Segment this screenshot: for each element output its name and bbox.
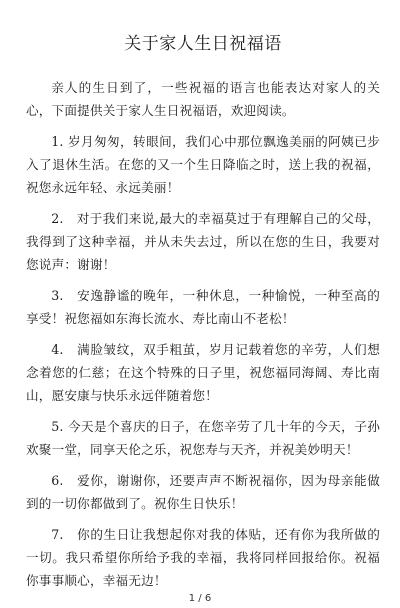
intro-paragraph: 亲人的生日到了，一些祝福的语言也能表达对家人的关心，下面提供关于家人生日祝福语，欢迎阅读。 bbox=[26, 80, 380, 118]
blessing-paragraph-7: 7. 你的生日让我想起你对我的体贴，还有你为我所做的一切。我只希望你所给予我的幸福，我将同样回报给你。祝福你事事顺心，幸福无边！ bbox=[26, 527, 380, 588]
blessing-paragraph-2: 2. 对于我们来说,最大的幸福莫过于有理解自己的父母，我得到了这种幸福，并从未失去过，所以在您的生日，我要对您说声：谢谢！ bbox=[26, 211, 380, 272]
blessing-paragraph-5: 5. 今天是个喜庆的日子，在您辛劳了几十年的今天，子孙欢聚一堂，同享天伦之乐，祝您寿与天齐，并祝美妙明天！ bbox=[26, 419, 380, 457]
blessing-paragraph-4: 4. 满脸皱纹，双手粗茧，岁月记载着您的辛劳，人们想念着您的仁慈；在这个特殊的日子里，祝您福同海阔、寿比南山，愿安康与快乐永远伴随着您！ bbox=[26, 342, 380, 403]
blessing-paragraph-6: 6. 爱你，谢谢你，还要声声不断祝福你，因为母亲能做到的一切你都做到了。祝你生日快乐！ bbox=[26, 473, 380, 511]
page-number-indicator: 1 / 6 bbox=[188, 593, 212, 604]
document-title: 关于家人生日祝福语 bbox=[124, 34, 282, 54]
blessing-paragraph-3: 3. 安逸静谧的晚年，一种休息，一种愉悦，一种至高的享受！祝您福如东海长流水、寿比南山不老松！ bbox=[26, 288, 380, 326]
blessing-paragraph-1: 1. 岁月匆匆，转眼间，我们心中那位飘逸美丽的阿姨已步入了退休生活。在您的又一个生日降临之时，送上我的祝福，祝您永远年轻、永远美丽！ bbox=[26, 134, 380, 195]
